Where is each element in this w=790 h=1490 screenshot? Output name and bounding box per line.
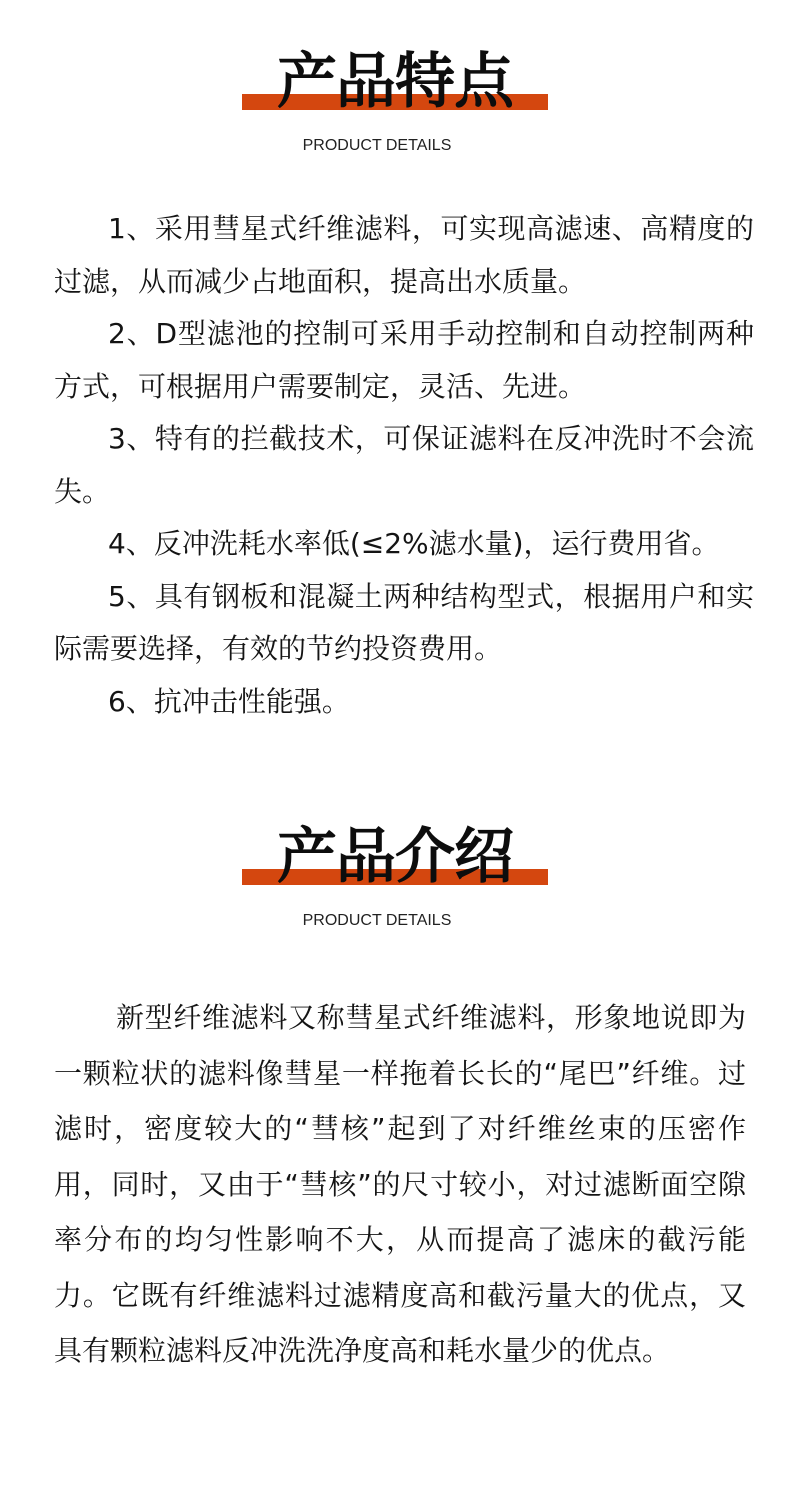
section-title: 产品特点 [277,47,513,117]
section-subtitle: PRODUCT DETAILS [302,137,452,154]
feature-item: 2、D型滤池的控制可采用手动控制和自动控制两种方式，可根据用户需要制定，灵活、先进。 [54,317,754,403]
feature-item: 4、反冲洗耗水率低(≤2%滤水量)，运行费用省。 [108,527,720,560]
section-heading [0,47,790,117]
section-subtitle: PRODUCT DETAILS [302,912,452,929]
intro-text [54,990,746,1379]
feature-item: 1、采用彗星式纤维滤料，可实现高滤速、高精度的过滤，从而减少占地面积，提高出水质量。 [54,212,754,298]
feature-item: 3、特有的拦截技术，可保证滤料在反冲洗时不会流失。 [54,422,754,508]
intro-paragraph: 新型纤维滤料又称彗星式纤维滤料，形象地说即为一颗粒状的滤料像彗星一样拖着长长的“尾巴”纤维。过滤时，密度较大的“彗核”起到了对纤维丝束的压密作用，同时，又由于“彗核”的尺寸较小，对过滤断面空隙率分布的均匀性影响不大，从而提高了滤床的截污能力。它既有纤维滤料过滤精度高和截污量大的优点，又具有颗粒滤料反冲洗洗净度高和耗水量少的优点。 [54,1001,746,1367]
feature-item: 5、具有钢板和混凝土两种结构型式，根据用户和实际需要选择，有效的节约投资费用。 [54,579,754,665]
feature-list [54,203,754,728]
feature-item: 6、抗冲击性能强。 [108,684,350,718]
section-title: 产品介绍 [277,822,513,892]
section-heading [0,822,790,892]
